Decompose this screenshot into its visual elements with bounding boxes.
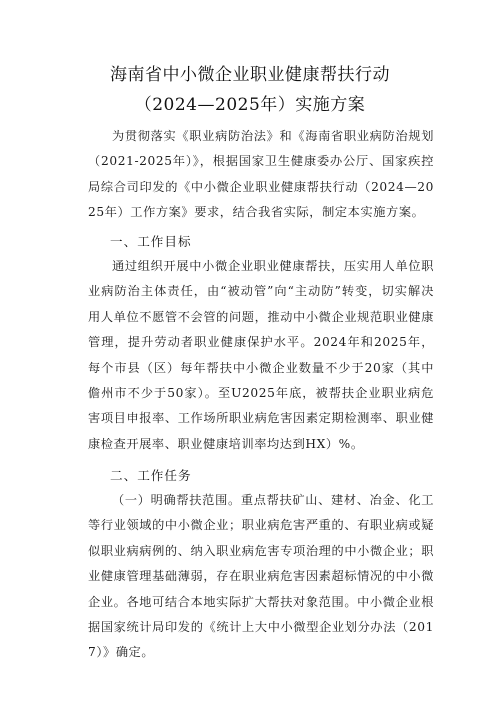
goals-paragraph: 通过组织开展中小微企业职业健康帮扶，压实用人单位职业病防治主体责任，由“被动管”向“主动防”转变，切实解决用人单位不愿管不会管的问题，推动中小微企业规范职业健康管理，提升劳动者职业健康保护水平。2024年和2025年，每个市县（区）每年帮扶中小微企业数量不少于20家（其中儋州市不少于50家）。至U2025年底，被帮扶企业职业病危害项目申报率、工作场所职业病危害因素定期检测率、职业健康检查开展率、职业健康培训率均达到HX）%。 bbox=[88, 259, 434, 451]
section-heading-tasks: 二、工作任务 bbox=[110, 468, 192, 483]
section-heading-goals: 一、工作目标 bbox=[110, 234, 192, 249]
tasks-paragraph: （一）明确帮扶范围。重点帮扶矿山、建材、冶金、化工等行业领域的中小微企业；职业病危害严重的、有职业病或疑似职业病病例的、纳入职业病危害专项治理的中小微企业；职业健康管理基础薄弱，存在职业病危害因素超标情况的中小微企业。各地可结合本地实际扩大帮扶对象范围。中小微企业根据国家统计局印发的《统计上大中小微型企业划分办法（2017）》确定。 bbox=[88, 493, 434, 660]
document-title-line-2: （2024—2025年）实施方案 bbox=[134, 95, 366, 115]
intro-paragraph: 为贯彻落实《职业病防治法》和《海南省职业病防治规划（2021-2025年）》，根据国家卫生健康委办公厅、国家疾控局综合司印发的《中小微企业职业健康帮扶行动（2024—2025年）工作方案》要求，结合我省实际，制定本实施方案。 bbox=[88, 129, 434, 220]
document-title-line-1: 海南省中小微企业职业健康帮扶行动 bbox=[110, 65, 390, 85]
